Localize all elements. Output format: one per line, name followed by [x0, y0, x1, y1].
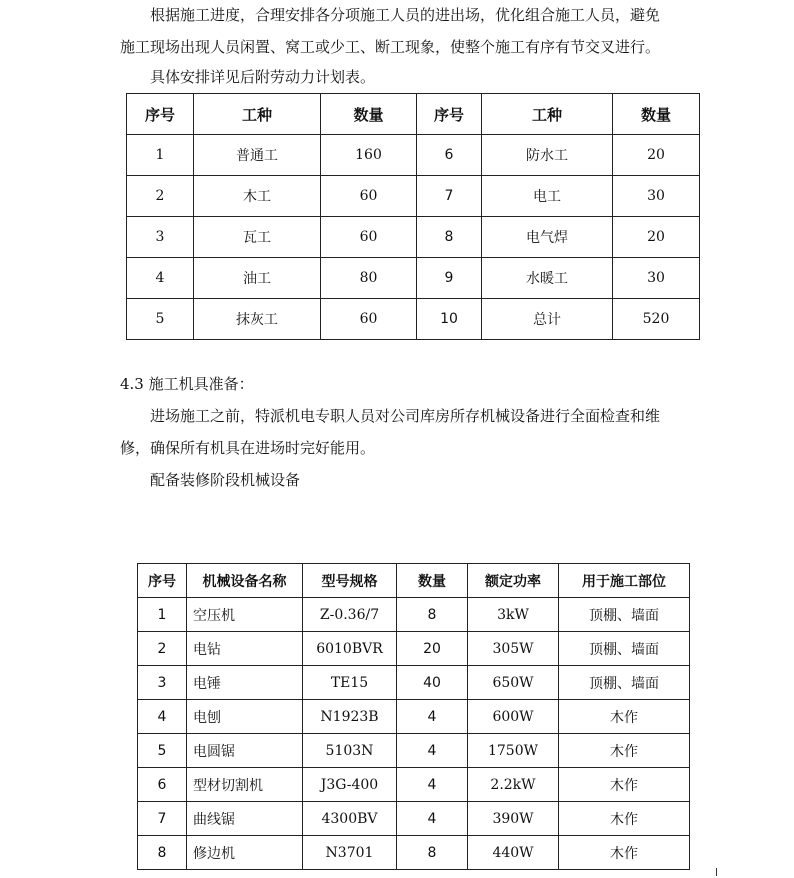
table-header-row [138, 564, 690, 598]
table-cell: 4 [127, 258, 194, 299]
table-cell: J3G-400 [303, 768, 397, 802]
table-cell: 520 [613, 299, 700, 340]
machinery-table [137, 563, 690, 870]
table-cell: 木作 [559, 734, 690, 768]
table-header-cell: 用于施工部位 [559, 564, 690, 598]
table-cell: 木作 [559, 700, 690, 734]
table-cell: 160 [321, 135, 417, 176]
table-header-cell: 序号 [138, 564, 187, 598]
table-cell: 木工 [194, 176, 321, 217]
table-cell: 40 [397, 666, 468, 700]
table-cell: 60 [321, 217, 417, 258]
table-cell: 电钻 [187, 632, 303, 666]
table-cell: N3701 [303, 836, 397, 870]
table-cell: 木作 [559, 768, 690, 802]
table-cell: 顶棚、墙面 [559, 632, 690, 666]
table-header-cell: 额定功率 [468, 564, 559, 598]
table-cell: 3kW [468, 598, 559, 632]
table-cell: 2 [138, 632, 187, 666]
table-cell: 7 [138, 802, 187, 836]
table-cell: Z-0.36/7 [303, 598, 397, 632]
table-cell: 电圆锯 [187, 734, 303, 768]
table-row [138, 700, 690, 734]
table-cell: 4 [397, 700, 468, 734]
table-cell: 80 [321, 258, 417, 299]
table-cell: 4 [397, 734, 468, 768]
paragraph-line: 配备装修阶段机械设备 [150, 471, 301, 489]
table-cell: 20 [613, 135, 700, 176]
table-cell: 曲线锯 [187, 802, 303, 836]
table-cell: 电工 [482, 176, 613, 217]
table-cell: 20 [397, 632, 468, 666]
table-row [138, 802, 690, 836]
table-cell: 20 [613, 217, 700, 258]
table-cell: 650W [468, 666, 559, 700]
table-cell: 5 [138, 734, 187, 768]
paragraph-line: 具体安排详见后附劳动力计划表。 [150, 68, 376, 86]
table-row [138, 734, 690, 768]
table-cell: 5 [127, 299, 194, 340]
table-cell: 30 [613, 176, 700, 217]
table-cell: 6 [138, 768, 187, 802]
table-row [138, 632, 690, 666]
table-cell: 4 [397, 802, 468, 836]
table-cell: 电气焊 [482, 217, 613, 258]
table-cell: 3 [127, 217, 194, 258]
table-header-row [127, 94, 700, 135]
table-cell: 6 [417, 135, 482, 176]
table-cell: 60 [321, 299, 417, 340]
table-cell: 空压机 [187, 598, 303, 632]
table-cell: 1750W [468, 734, 559, 768]
table-cell: 总计 [482, 299, 613, 340]
table-cell: 修边机 [187, 836, 303, 870]
table-cell: 抹灰工 [194, 299, 321, 340]
table-header-cell: 机械设备名称 [187, 564, 303, 598]
table-cell: 木作 [559, 802, 690, 836]
table-row [127, 258, 700, 299]
table-cell: 9 [417, 258, 482, 299]
table-row [127, 176, 700, 217]
table-row [138, 598, 690, 632]
table-header-cell: 工种 [194, 94, 321, 135]
table-cell: 60 [321, 176, 417, 217]
table-cell: 4300BV [303, 802, 397, 836]
table-cell: 8 [138, 836, 187, 870]
table-row [138, 836, 690, 870]
table-cell: 2 [127, 176, 194, 217]
paragraph-line: 根据施工进度，合理安排各分项施工人员的进出场，优化组合施工人员，避免 [150, 6, 661, 24]
table-cell: 440W [468, 836, 559, 870]
table-cell: 8 [397, 598, 468, 632]
table-cell: 顶棚、墙面 [559, 666, 690, 700]
table-cell: 6010BVR [303, 632, 397, 666]
table-cell: 4 [397, 768, 468, 802]
table-row [127, 299, 700, 340]
table-row [127, 135, 700, 176]
table-cell: 电刨 [187, 700, 303, 734]
page-corner-mark [716, 868, 717, 876]
section-heading: 4.3 施工机具准备： [120, 375, 254, 393]
labor-plan-table [126, 93, 700, 340]
table-cell: 1 [127, 135, 194, 176]
table-cell: 瓦工 [194, 217, 321, 258]
table-header-cell: 数量 [321, 94, 417, 135]
table-cell: 390W [468, 802, 559, 836]
table-header-cell: 序号 [127, 94, 194, 135]
table-cell: 防水工 [482, 135, 613, 176]
table-row [138, 666, 690, 700]
table-cell: 7 [417, 176, 482, 217]
table-cell: TE15 [303, 666, 397, 700]
table-cell: 电锤 [187, 666, 303, 700]
table-header-cell: 序号 [417, 94, 482, 135]
paragraph-line: 进场施工之前，特派机电专职人员对公司库房所存机械设备进行全面检查和维 [150, 407, 661, 425]
table-header-cell: 型号规格 [303, 564, 397, 598]
paragraph-line: 修，确保所有机具在进场时完好能用。 [120, 439, 376, 457]
table-cell: 10 [417, 299, 482, 340]
table-cell: 油工 [194, 258, 321, 299]
table-cell: 600W [468, 700, 559, 734]
table-cell: 30 [613, 258, 700, 299]
table-header-cell: 数量 [613, 94, 700, 135]
table-cell: 305W [468, 632, 559, 666]
table-cell: 3 [138, 666, 187, 700]
table-header-cell: 数量 [397, 564, 468, 598]
table-row [127, 217, 700, 258]
table-cell: 2.2kW [468, 768, 559, 802]
table-cell: 8 [417, 217, 482, 258]
paragraph-line: 施工现场出现人员闲置、窝工或少工、断工现象，使整个施工有序有节交叉进行。 [120, 38, 661, 56]
table-cell: 普通工 [194, 135, 321, 176]
table-cell: 4 [138, 700, 187, 734]
table-row [138, 768, 690, 802]
table-cell: 8 [397, 836, 468, 870]
table-cell: 木作 [559, 836, 690, 870]
table-cell: 5103N [303, 734, 397, 768]
table-cell: 顶棚、墙面 [559, 598, 690, 632]
table-cell: 型材切割机 [187, 768, 303, 802]
table-cell: 1 [138, 598, 187, 632]
table-cell: N1923B [303, 700, 397, 734]
table-header-cell: 工种 [482, 94, 613, 135]
table-cell: 水暖工 [482, 258, 613, 299]
